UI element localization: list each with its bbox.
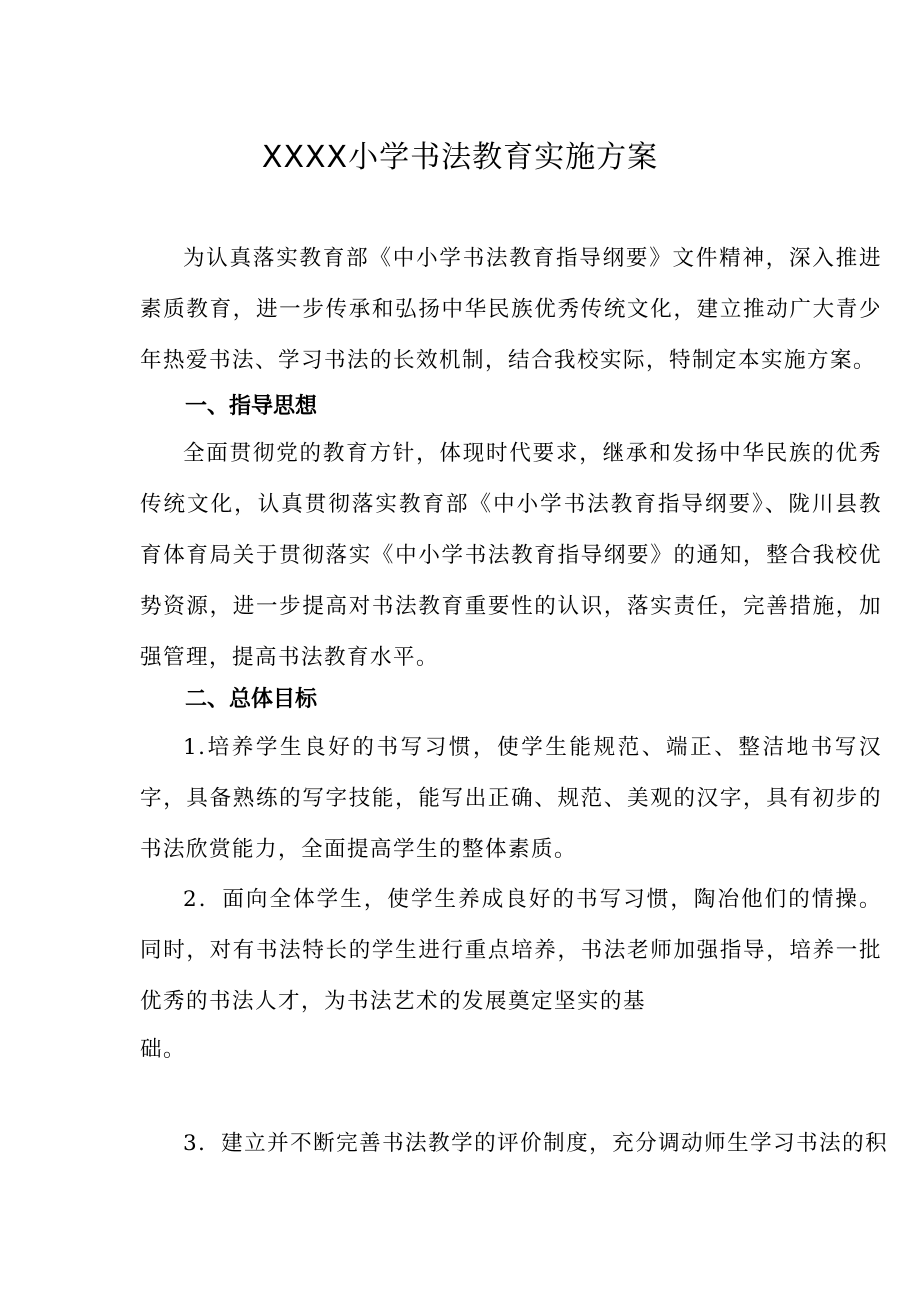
intro-paragraph: 为认真落实教育部《中小学书法教育指导纲要》文件精神，深入推进素质教育，进一步传承和弘扬中华民族优秀传统文化，建立推动广大青少年热爱书法、学习书法的长效机制，结合我校实际，特制定本实施方案。 bbox=[140, 246, 882, 373]
goal-paragraph-2-continuation: 础。 bbox=[140, 1037, 187, 1062]
section-heading-overall-goals: 二、总体目标 bbox=[185, 687, 318, 712]
goal-paragraph-2: 2．面向全体学生，使学生养成良好的书写习惯，陶冶他们的情操。同时，对有书法特长的学生进行重点培养，书法老师加强指导，培养一批优秀的书法人才，为书法艺术的发展奠定坚实的基 bbox=[140, 887, 882, 1014]
goal-paragraph-3: 3．建立并不断完善书法教学的评价制度，充分调动师生学习书法的积 bbox=[183, 1131, 889, 1156]
document-title: XXXX小学书法教育实施方案 bbox=[261, 140, 659, 175]
goal-paragraph-1: 1.培养学生良好的书写习惯，使学生能规范、端正、整洁地书写汉字，具备熟练的写字技能，能写出正确、规范、美观的汉字，具有初步的书法欣赏能力，全面提高学生的整体素质。 bbox=[140, 735, 882, 862]
guiding-ideology-paragraph: 全面贯彻党的教育方针，体现时代要求，继承和发扬中华民族的优秀传统文化，认真贯彻落实教育部《中小学书法教育指导纲要》、陇川县教育体育局关于贯彻落实《中小学书法教育指导纲要》的通知，整合我校优势资源，进一步提高对书法教育重要性的认识，落实责任，完善措施，加强管理，提高书法教育水平。 bbox=[140, 441, 882, 670]
section-heading-guiding-ideology: 一、指导思想 bbox=[185, 394, 318, 419]
